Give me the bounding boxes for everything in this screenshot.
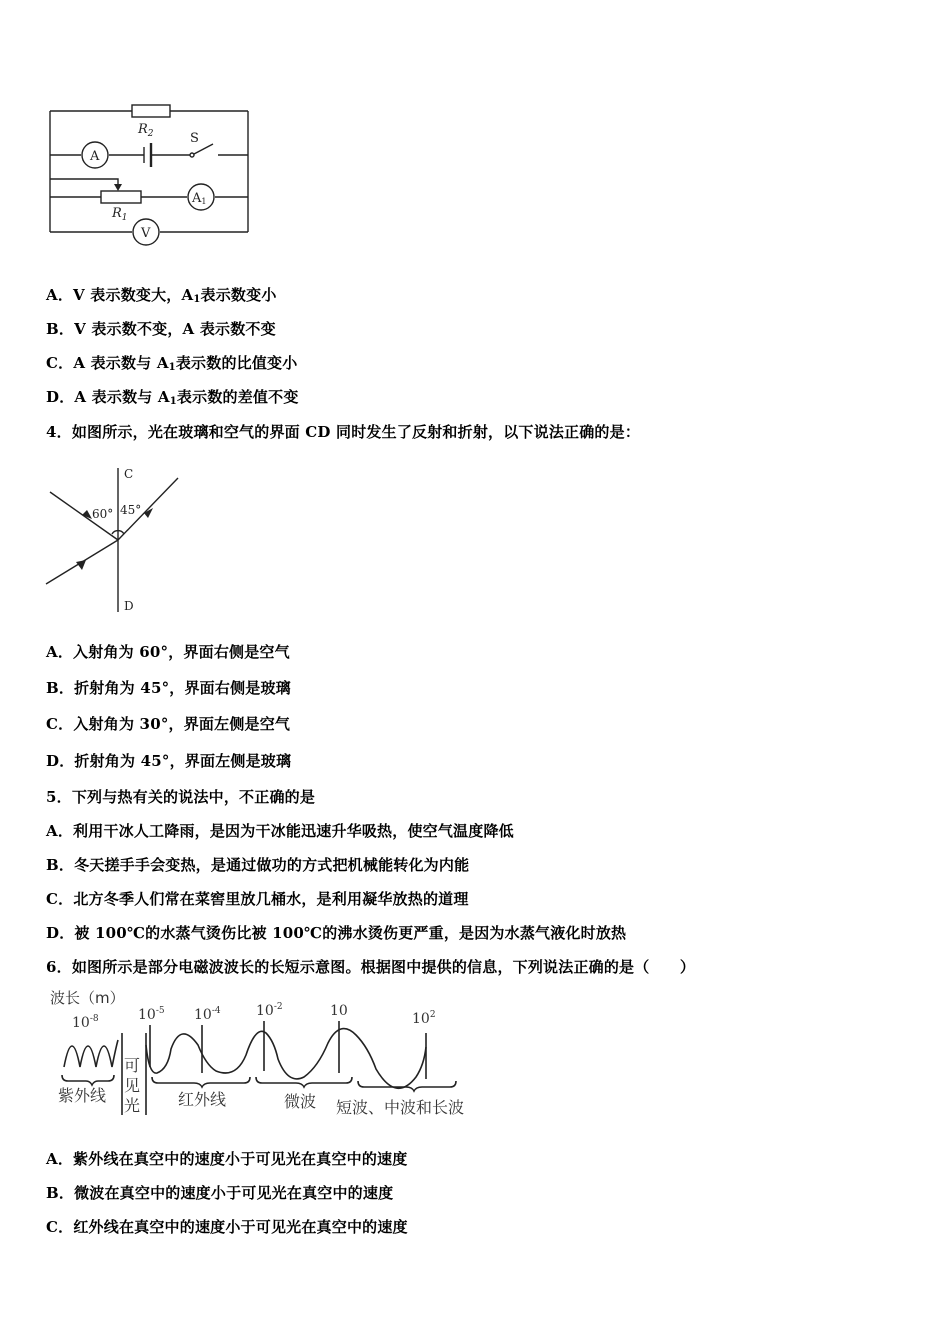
q4-stem: 4．如图所示，光在玻璃和空气的界面 CD 同时发生了反射和折射，以下说法正确的是： — [46, 423, 641, 441]
circuit-diagram — [40, 100, 260, 250]
q4-option-b: B．折射角为 45°，界面右侧是玻璃 — [46, 679, 291, 697]
wavelength-title: 波长（m） — [50, 989, 125, 1007]
visible-char-3: 光 — [124, 1096, 141, 1115]
angle-45-label: 45° — [120, 503, 142, 517]
q6-option-b: B．微波在真空中的速度小于可见光在真空中的速度 — [46, 1184, 394, 1202]
tick-5-base: 10 — [330, 1003, 348, 1019]
q3-d-sub: 1 — [169, 396, 177, 407]
svg-text:R2 — [137, 122, 154, 139]
q3-b-text: V 表示数不变，A 表示数不变 — [74, 320, 276, 338]
q3-c-post: 表示数的比值变小 — [175, 354, 298, 372]
q5-option-b: B．冬天搓手手会变热，是通过做功的方式把机械能转化为内能 — [46, 856, 470, 874]
q3-option-d — [46, 387, 299, 412]
q5-option-d: D．被 100℃的水蒸气烫伤比被 100℃的沸水烫伤更严重，是因为水蒸气液化时放热 — [46, 924, 627, 942]
tick-6-base: 10 — [412, 1011, 430, 1027]
svg-text:R1 — [111, 206, 128, 223]
tick-6-exp: 2 — [429, 1010, 436, 1020]
visible-char-1: 可 — [124, 1056, 141, 1075]
tick-1-base: 10 — [72, 1015, 90, 1031]
ir-label: 红外线 — [178, 1090, 227, 1109]
em-spectrum-diagram — [46, 985, 486, 1125]
a1-sub: 1 — [201, 197, 207, 206]
tick-2-base: 10 — [138, 1007, 156, 1023]
q6-option-c: C．红外线在真空中的速度小于可见光在真空中的速度 — [46, 1218, 408, 1236]
uv-label: 紫外线 — [58, 1086, 107, 1105]
q3-a-post: 表示数变小 — [200, 286, 277, 304]
refracted-arrow — [144, 508, 153, 518]
q3-a-sub: 1 — [193, 294, 201, 305]
q3-d-pre: A 表示数与 A — [74, 388, 170, 406]
r1-label: R — [112, 206, 122, 221]
refraction-diagram — [40, 462, 190, 617]
r2-label: R — [138, 122, 148, 137]
a1-label: A — [192, 191, 202, 206]
d-label: D — [124, 599, 134, 613]
q6-stem: 6．如图所示是部分电磁波波长的长短示意图。根据图中提供的信息，下列说法正确的是（ ） — [46, 958, 696, 976]
svg-text:10-2 — [256, 1002, 283, 1019]
resistor-r2 — [132, 105, 170, 117]
q6-option-a: A．紫外线在真空中的速度小于可见光在真空中的速度 — [46, 1150, 408, 1168]
q3-a-letter: A． — [46, 286, 74, 304]
uv-wave — [64, 1040, 118, 1067]
svg-text:10-5 — [138, 1006, 165, 1023]
tick-3-base: 10 — [194, 1007, 212, 1023]
v-label: V — [141, 226, 151, 241]
q3-a-pre: V 表示数变大，A — [73, 286, 194, 304]
tick-3-exp: -4 — [211, 1006, 221, 1016]
radio-label: 短波、中波和长波 — [336, 1098, 465, 1117]
q3-d-post: 表示数的差值不变 — [176, 388, 299, 406]
q3-c-letter: C． — [46, 354, 74, 372]
q3-c-pre: A 表示数与 A — [73, 354, 169, 372]
long-wave — [146, 1029, 426, 1089]
tick-4-exp: -2 — [273, 1002, 283, 1012]
q5-stem: 5．下列与热有关的说法中，不正确的是 — [46, 788, 316, 806]
a-label: A — [90, 149, 100, 164]
q3-option-b — [46, 319, 276, 339]
visible-char-2: 见 — [124, 1076, 141, 1095]
r2-sub: 2 — [147, 129, 154, 139]
q5-option-c: C．北方冬季人们常在菜窖里放几桶水，是利用凝华放热的道理 — [46, 890, 469, 908]
rheostat-r1 — [101, 191, 141, 203]
q3-option-c — [46, 353, 297, 378]
q4-option-c: C．入射角为 30°，界面左侧是空气 — [46, 715, 291, 733]
c-label: C — [124, 467, 134, 481]
q3-option-a — [46, 285, 277, 310]
s-label: S — [190, 131, 199, 146]
svg-text:10-4 — [194, 1006, 221, 1023]
svg-text:10 — [330, 1003, 348, 1019]
tick-4-base: 10 — [256, 1003, 274, 1019]
svg-text:102 — [412, 1010, 436, 1027]
tick-2-exp: -5 — [155, 1006, 165, 1016]
q3-d-letter: D． — [46, 388, 75, 406]
q4-option-d: D．折射角为 45°，界面左侧是玻璃 — [46, 752, 292, 770]
r1-sub: 1 — [121, 213, 128, 223]
angle-60-label: 60° — [92, 507, 114, 521]
tick-1-exp: -8 — [89, 1014, 99, 1024]
q5-option-a: A．利用干冰人工降雨，是因为干冰能迅速升华吸热，使空气温度降低 — [46, 822, 514, 840]
q3-b-letter: B． — [46, 320, 75, 338]
q4-option-a: A．入射角为 60°，界面右侧是空气 — [46, 643, 290, 661]
microwave-label: 微波 — [284, 1092, 317, 1111]
svg-text:10-8 — [72, 1014, 99, 1031]
q3-c-sub: 1 — [168, 362, 176, 373]
